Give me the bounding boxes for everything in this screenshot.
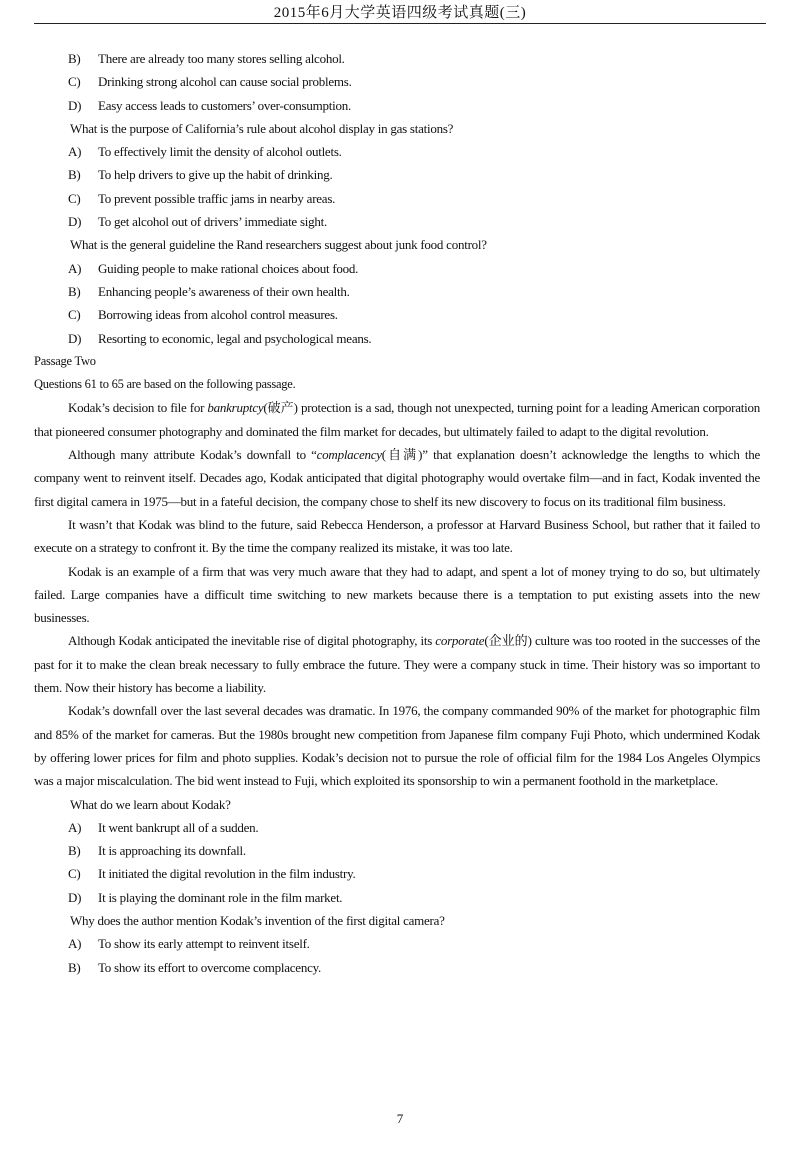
option-text: To prevent possible traffic jams in nearby areas. xyxy=(98,190,336,206)
page-number: 7 xyxy=(396,1111,404,1126)
passage-paragraph: Kodak’s downfall over the last several decades was dramatic. In 1976, the company commanded 90% of the market for photographic film and 85% of the market for cameras. But the 1980s brought new competition from Japanese film company Fuji Photo, which undermined Kodak by offering lower prices for film and photo supplies. Kodak’s decision not to pursue the role of official film for the 1984 Los Angeles Olympics was a major miscalculation. The bid went instead to Fuji, which exploited its sponsorship to win a permanent foothold in the marketplace. xyxy=(34,703,760,789)
option-text: Resorting to economic, legal and psychological means. xyxy=(98,330,372,346)
option-letter: B) xyxy=(68,959,81,975)
answer-option xyxy=(34,280,760,303)
term-gloss: (破产) xyxy=(263,400,298,416)
passage-title: Passage Two xyxy=(34,353,96,368)
paragraph-text: ” that explanation doesn’t acknowledge the lengths to which the company went to reinvent itself. Decades ago, Kodak anticipated that digital photography would overtake film—and in fact, Kodak invented the first digital camera in 1975—but in a fateful decision, the company chose to shelf its new discovery to focus on its traditional film business. xyxy=(34,447,760,509)
answer-option xyxy=(34,210,760,233)
passage-paragraph: It wasn’t that Kodak was blind to the future, said Rebecca Henderson, a professor at Harvard Business School, but rather that it failed to execute on a strategy to confront it. By the time the company realized its mistake, it was too late. xyxy=(34,516,760,556)
option-letter: C) xyxy=(68,866,81,882)
glossed-term: corporate xyxy=(435,633,485,649)
option-text: Enhancing people’s awareness of their own health. xyxy=(98,283,350,299)
passage-paragraph xyxy=(34,396,760,443)
answer-option xyxy=(34,956,760,979)
option-text: To get alcohol out of drivers’ immediate sight. xyxy=(98,214,327,230)
option-letter: B) xyxy=(68,51,81,66)
term-gloss: (自满) xyxy=(381,447,423,463)
option-text: There are already too many stores selling alcohol. xyxy=(98,51,345,66)
option-text: Guiding people to make rational choices about food. xyxy=(98,260,359,276)
page-header-title: 2015年6月大学英语四级考试真题(三) xyxy=(273,5,527,21)
option-letter: A) xyxy=(68,819,82,835)
option-text: It is approaching its downfall. xyxy=(98,843,246,859)
page-header xyxy=(34,3,766,24)
option-text: To help drivers to give up the habit of drinking. xyxy=(98,167,333,183)
answer-option xyxy=(34,187,760,210)
option-letter: C) xyxy=(68,307,81,323)
option-text: Borrowing ideas from alcohol control measures. xyxy=(98,307,338,323)
answer-option xyxy=(34,94,760,117)
answer-option xyxy=(34,327,760,350)
answer-option xyxy=(34,839,760,862)
paragraph-text: culture was too rooted in the successes of the past for it to make the clean break necessary to fully embrace the future. They were a company stuck in time. Their history was so important to them. Now their history has become a liability. xyxy=(34,633,761,696)
question-text: What do we learn about Kodak? xyxy=(70,796,231,812)
option-letter: B) xyxy=(68,167,81,183)
question-text: What is the general guideline the Rand researchers suggest about junk food control? xyxy=(70,237,487,253)
option-letter: A) xyxy=(68,144,82,160)
option-letter: A) xyxy=(68,260,82,276)
option-letter: D) xyxy=(68,97,82,113)
glossed-term: bankruptcy xyxy=(207,400,264,416)
option-text: Easy access leads to customers’ over-consumption. xyxy=(98,97,351,113)
option-letter: D) xyxy=(68,214,82,230)
answer-option xyxy=(34,257,760,280)
passage-paragraph xyxy=(34,443,760,513)
answer-option xyxy=(34,303,760,326)
option-letter: B) xyxy=(68,283,81,299)
option-letter: C) xyxy=(68,74,81,90)
answer-option xyxy=(34,862,760,885)
option-letter: A) xyxy=(68,936,82,952)
question-text: Why does the author mention Kodak’s invention of the first digital camera? xyxy=(70,912,445,928)
answer-option xyxy=(34,816,760,839)
answer-option xyxy=(34,47,760,70)
paragraph-text: protection is a sad, though not unexpected, turning point for a leading American corporation that pioneered consumer photography and dominated the film market for decades, but ultimately failed to adapt to the digital revolution. xyxy=(34,400,760,439)
option-letter: D) xyxy=(68,889,82,905)
option-text: It is playing the dominant role in the film market. xyxy=(98,889,343,905)
question-text: What is the purpose of California’s rule about alcohol display in gas stations? xyxy=(70,120,454,136)
term-gloss: (企业的) xyxy=(484,633,532,649)
paragraph-text: Although many attribute Kodak’s downfall to “ xyxy=(68,447,317,463)
passage-paragraph xyxy=(34,629,760,699)
option-letter: D) xyxy=(68,330,82,346)
option-letter: C) xyxy=(68,190,81,206)
answer-option xyxy=(34,163,760,186)
answer-option xyxy=(34,886,760,909)
paragraph-text: Kodak’s decision to file for xyxy=(68,400,208,416)
passage-intro: Questions 61 to 65 are based on the following passage. xyxy=(34,377,296,392)
option-text: Drinking strong alcohol can cause social problems. xyxy=(98,74,352,90)
option-text: To effectively limit the density of alcohol outlets. xyxy=(98,144,342,160)
answer-option xyxy=(34,70,760,93)
paragraph-text: Although Kodak anticipated the inevitable rise of digital photography, its xyxy=(68,633,436,649)
document-body xyxy=(34,47,760,979)
option-text: To show its early attempt to reinvent itself. xyxy=(98,936,310,952)
option-letter: B) xyxy=(68,843,81,859)
glossed-term: complacency xyxy=(316,447,382,463)
answer-option xyxy=(34,140,760,163)
option-text: It went bankrupt all of a sudden. xyxy=(98,819,259,835)
passage-paragraph: Kodak is an example of a firm that was very much aware that they had to adapt, and spent a lot of money trying to do so, but ultimately failed. Large companies have a difficult time switching to new markets because there is a temptation to put existing assets into the new businesses. xyxy=(34,563,760,626)
answer-option xyxy=(34,932,760,955)
option-text: It initiated the digital revolution in the film industry. xyxy=(98,866,356,882)
option-text: To show its effort to overcome complacency. xyxy=(98,959,321,975)
